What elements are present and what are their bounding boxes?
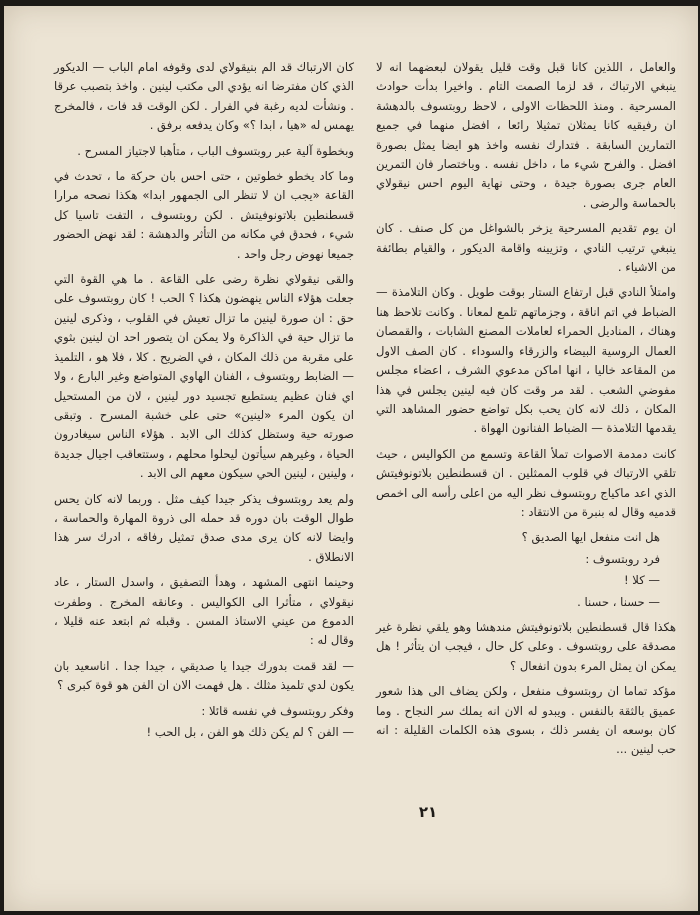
dialogue-line: — كلا ! [623,573,660,588]
paragraph: — الفن ؟ لم يكن ذلك هو الفن ، بل الحب ! [146,725,354,739]
page-number: ٢١ [418,803,438,821]
paragraph: والعامل ، اللذين كانا قبل وقت قليل يقولان لبعضهما انه لا ينبغي الارتباك ، قد لزما الصمت التام . واخيرا بدأت حوادث المسرحية . ومنذ اللحظات الاولى ، لاحظ روبتسوف بالدهشة ان رفيقيه كانا يمثلان تمثيلا رائعا ، افضل منهما في جميع التمارين السابقة . فتدارك نفسه واخذ هو ايضا يمثل بصورة افضل . والفرح شيء ما ، داخل نفسه . وباختصار فان التمرين العام جرى بصورة جيدة ، وحتى نهاية اليوم احس نيقولاي بالحماسة والرضى . [376,60,676,210]
paragraph: كانت دمدمة الاصوات تملأ القاعة وتسمع من الكواليس ، حيث تلقي الارتباك في قلوب الممثلين . ان قسطنطين بلاتونوفيتش الذي اعد ماكياج روبتسوف نظر اليه من اعلى رأسه الى اخمص قدميه وقال له بنبرة من الانتقاد : [376,446,676,519]
paragraph: ان يوم تقديم المسرحية يزخر بالشواغل من كل صنف . كان ينبغي ترتيب النادي ، وتزيينه واقامة الديكور ، والقيام بطائفة من الاشياء . [376,221,676,275]
magazine-page [4,6,698,911]
dialogue-line: — حسنا ، حسنا . [577,594,660,609]
paragraph: هكذا قال قسطنطين بلاتونوفيتش مندهشا وهو يلقي نظرة غير مصدقة على روبتسوف . وعلى كل حال ، فيجب ان يتأثر ! هل يمكن ان يمثل المرء بدون انفعال ؟ [376,619,676,673]
dialogue-line: فرد روبتسوف : [585,551,660,566]
paragraph: — لقد قمت بدورك جيدا يا صديقي ، جيدا جدا . اناسعيد بان يكون لدي تلميذ مثلك . هل فهمت الان ان الفن هو قوة كبرى ؟ [54,658,354,693]
paragraph: وفكر روبتسوف في نفسه قائلا : [201,703,354,718]
paragraph: كان الارتباك قد الم بنيقولاي لدى وقوفه امام الباب — الديكور الذي كان مفترضا انه يؤدي الى مكتب لينين . واخذ بتصبب عرقا . ونشأت لديه رغبة في الفرار . لكن الوقت قد فات ، فالمخرج يهمس له «هيا ، ابدا ؟» وكان يدفعه برفق . [54,60,354,133]
paragraph: مؤكد تماما ان روبتسوف منفعل ، ولكن يضاف الى هذا شعور عميق بالثقة بالنفس . ويبدو له الان انه يملك سر النجاح . وما كان بوسعه ان يفسر ذلك ، بسوى هذه الكلمات القليلة : انه حب لينين ... [376,684,676,757]
paragraph: وحينما انتهى المشهد ، وهدأ التصفيق ، واسدل الستار ، عاد نيقولاي ، متأثرا الى الكواليس . وعانقه المخرج . وطفرت الدموع من عيني الاستاذ المسن . وقبله ثم ابتعد عنه قليلا ، وقال له : [54,575,354,648]
right-column [376,58,676,766]
paragraph: ولم يعد روبتسوف يذكر جيدا كيف مثل . وربما لانه كان يحس طوال الوقت بان دوره قد حمله الى ذروة المهارة والحماسة ، وايضا لانه كان يرى مدى صدق تمثيل رفاقه ، ادرك سر هذا الانطلاق . [54,491,354,564]
paragraph: وبخطوة آلية عبر روبتسوف الباب ، متأهبا لاجتياز المسرح . [77,143,354,158]
paragraph: وامتلأ النادي قبل ارتفاع الستار بوقت طويل . وكان التلامذة — الضباط في اتم اناقة ، وجزماتهم تلمع لمعانا . وكانت تلاحظ هنا وهناك ، المناديل الحمراء لعاملات المصنع الشابات ، والقمصان العمال الروسية البيضاء والزرقاء والسوداء . كان الصف الاول من المقاعد خاليا ، انها اماكن مدعوي الشرف ، اعضاء مجلس مفوضي الشعب . لقد مر وقت كان فيه لينين يجلس في هذا المكان ، ذلك لانه كان يحب بكل تواضع حضور المشاهد التي يقدمها التلامذة — الضباط الفنانون الهواة . [376,285,676,436]
paragraph: وما كاد يخطو خطوتين ، حتى احس بان حركة ما ، تحدث في القاعة «يجب ان لا تنظر الى الجمهور ابدا» هكذا نصحه مرارا قسطنطين بلاتونوفيتش . لكن روبتسوف ، التفت تاسيا كل شيء ، فحدق في مكانه من التأثر والدهشة : لقد نهض الحضور جميعا نهوض رجل واحد . [54,169,354,261]
left-column [54,58,354,744]
paragraph: والقى نيقولاي نظرة رضى على القاعة . ما هي القوة التي جعلت هؤلاء الناس ينهضون هكذا ؟ الحب ! كان روبتسوف على حق : ان صورة لينين ما تزال تعيش في القلوب ، وذكرى لينين ما تزال حية في الذاكرة ولا يمكن ان يتصور احد ان لينين بثوي على مقربة من ذلك المكان ، في الضريح . كلا ، فلا هو ، التلميذ — الضابط روبتسوف ، الفنان الهاوي المتواضع وغير البارع ، ولا اي فنان عظيم يستطيع تجسيد دور لينين ، لان من المستحيل ان يكون المرء «لينين» حتى على خشبة المسرح . وتبقى صورته حية وستظل كذلك الى الابد . هؤلاء الناس سيغادرون الحياة ، وغيرهم سيأتون ليحلوا محلهم ، وستتعاقب اجيال جديدة ، ولينين ، لينين الحي سيكون معهم الى الابد . [54,272,354,481]
dialogue-line: هل انت منفعل ايها الصديق ؟ [521,530,660,545]
